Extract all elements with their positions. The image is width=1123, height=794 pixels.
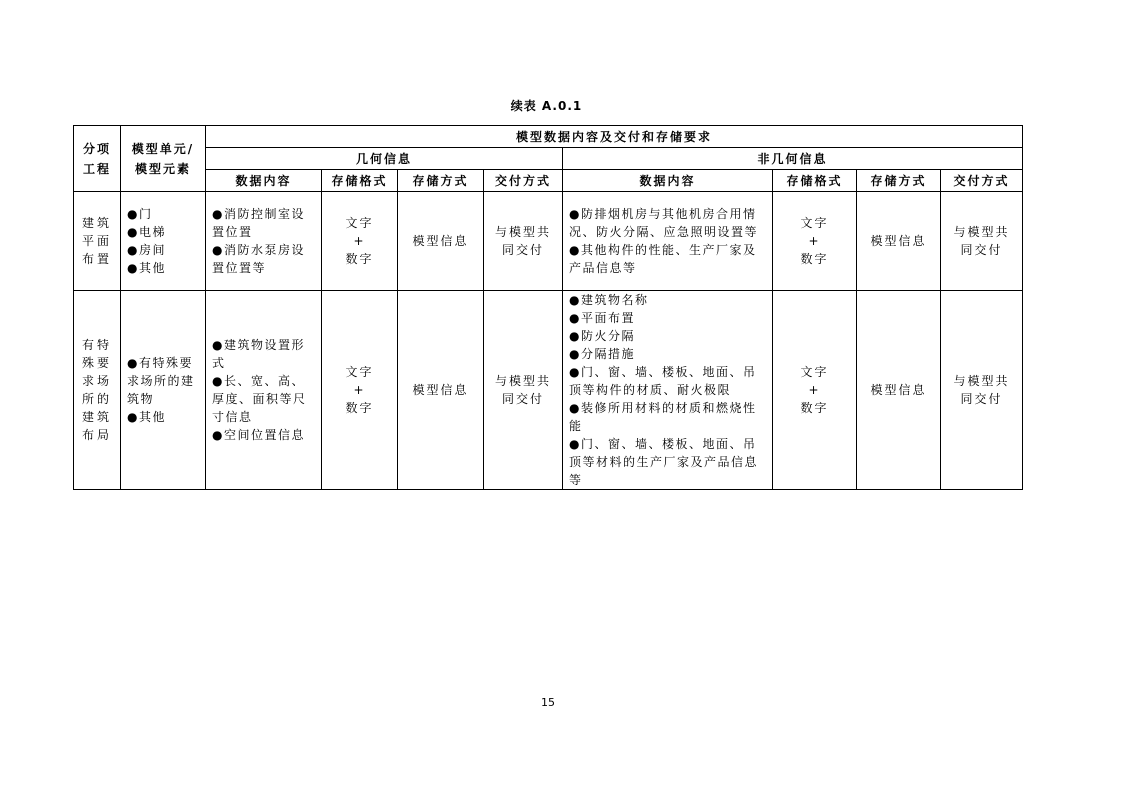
cell-elements — [121, 192, 206, 291]
format-line: 文字 — [800, 216, 829, 230]
delivery-line: 与模型共 — [953, 225, 1010, 239]
nongeo-content-item: ●门、窗、墙、楼板、地面、吊顶等材料的生产厂家及产品信息等 — [569, 437, 759, 487]
geo-content-item: ●空间位置信息 — [212, 428, 305, 442]
cell-geo-method: 模型信息 — [398, 291, 484, 490]
header-non-geometric: 非几何信息 — [563, 148, 1023, 170]
nongeo-content-item: ●防火分隔 — [569, 329, 635, 343]
project-line: 建筑 — [81, 410, 112, 424]
format-line: + — [353, 383, 366, 397]
format-line: 文字 — [800, 365, 829, 379]
project-line: 布局 — [81, 428, 112, 442]
table-row — [74, 192, 1023, 291]
project-line: 平面 — [81, 234, 112, 248]
header-group-title: 模型数据内容及交付和存储要求 — [206, 126, 1023, 148]
page-number: 15 — [541, 696, 555, 709]
table-caption: 续表 A.0.1 — [510, 99, 583, 113]
project-line: 有特 — [81, 338, 112, 352]
nongeo-content-item: ●门、窗、墙、楼板、地面、吊顶等构件的材质、耐火极限 — [569, 365, 757, 397]
header-project-line: 工程 — [82, 161, 111, 176]
delivery-line: 与模型共 — [494, 374, 551, 388]
delivery-line: 同交付 — [960, 392, 1003, 406]
cell-geo-delivery — [484, 291, 563, 490]
cell-project — [74, 192, 121, 291]
format-line: 数字 — [345, 401, 374, 415]
model-data-requirements-table — [73, 125, 1023, 490]
header-geo-format: 存储格式 — [322, 170, 398, 192]
format-line: 文字 — [345, 365, 374, 379]
cell-geo-content — [206, 291, 322, 490]
cell-nongeo-method: 模型信息 — [857, 291, 941, 490]
format-line: + — [353, 234, 366, 248]
header-nongeo-content: 数据内容 — [563, 170, 773, 192]
geo-content-item: ●建筑物设置形式 — [212, 338, 305, 370]
header-geo-delivery: 交付方式 — [484, 170, 563, 192]
header-geometric: 几何信息 — [206, 148, 563, 170]
geo-content-item: ●消防水泵房设置位置等 — [212, 243, 305, 275]
project-line: 布置 — [81, 252, 112, 266]
header-project — [74, 126, 121, 192]
project-line: 殊要 — [81, 356, 112, 370]
cell-geo-delivery — [484, 192, 563, 291]
cell-geo-format — [322, 192, 398, 291]
table-row — [74, 291, 1023, 490]
delivery-line: 与模型共 — [953, 374, 1010, 388]
cell-geo-format — [322, 291, 398, 490]
element-item: ●电梯 — [127, 225, 166, 239]
format-line: 数字 — [800, 252, 829, 266]
cell-nongeo-format — [773, 291, 857, 490]
element-item: ●房间 — [127, 243, 166, 257]
cell-nongeo-content — [563, 192, 773, 291]
format-line: 数字 — [345, 252, 374, 266]
nongeo-content-item: ●装修所用材料的材质和燃烧性能 — [569, 401, 757, 433]
nongeo-content-item: ●其他构件的性能、生产厂家及产品信息等 — [569, 243, 757, 275]
header-nongeo-method: 存储方式 — [857, 170, 941, 192]
header-element-line: 模型元素 — [134, 161, 191, 176]
header-project-line: 分项 — [82, 141, 111, 156]
header-geo-content: 数据内容 — [206, 170, 322, 192]
header-element-line: 模型单元/ — [131, 141, 195, 156]
cell-project — [74, 291, 121, 490]
cell-nongeo-delivery — [941, 192, 1023, 291]
header-geo-method: 存储方式 — [398, 170, 484, 192]
header-nongeo-delivery: 交付方式 — [941, 170, 1023, 192]
cell-geo-method: 模型信息 — [398, 192, 484, 291]
cell-nongeo-format — [773, 192, 857, 291]
nongeo-content-item: ●分隔措施 — [569, 347, 635, 361]
format-line: + — [808, 383, 821, 397]
format-line: 文字 — [345, 216, 374, 230]
project-line: 求场 — [81, 374, 112, 388]
project-line: 建筑 — [81, 216, 112, 230]
cell-nongeo-content — [563, 291, 773, 490]
element-item: ●门 — [127, 207, 153, 221]
nongeo-content-item: ●防排烟机房与其他机房合用情况、防火分隔、应急照明设置等 — [569, 207, 759, 239]
cell-nongeo-method: 模型信息 — [857, 192, 941, 291]
cell-elements — [121, 291, 206, 490]
geo-content-item: ●消防控制室设置位置 — [212, 207, 305, 239]
header-element — [121, 126, 206, 192]
nongeo-content-item: ●建筑物名称 — [569, 293, 649, 307]
nongeo-content-item: ●平面布置 — [569, 311, 635, 325]
element-item: ●其他 — [127, 261, 166, 275]
header-nongeo-format: 存储格式 — [773, 170, 857, 192]
element-item: ●有特殊要求场所的建筑物 — [127, 356, 195, 406]
delivery-line: 同交付 — [501, 392, 544, 406]
cell-nongeo-delivery — [941, 291, 1023, 490]
format-line: + — [808, 234, 821, 248]
delivery-line: 与模型共 — [494, 225, 551, 239]
project-line: 所的 — [81, 392, 112, 406]
delivery-line: 同交付 — [960, 243, 1003, 257]
geo-content-item: ●长、宽、高、厚度、面积等尺寸信息 — [212, 374, 307, 424]
element-item: ●其他 — [127, 410, 166, 424]
cell-geo-content — [206, 192, 322, 291]
delivery-line: 同交付 — [501, 243, 544, 257]
format-line: 数字 — [800, 401, 829, 415]
